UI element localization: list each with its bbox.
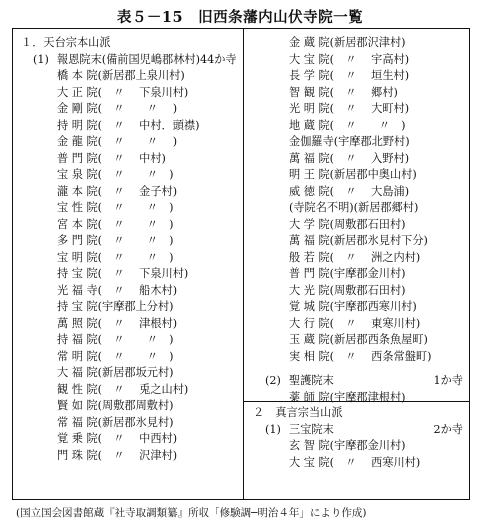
group-label: 三宝院末 — [289, 422, 334, 436]
temple-entry: 持 明 院( 〃 中村．頭襟) — [57, 118, 200, 132]
temple-entry: 普 門 院( 〃 中村) — [57, 151, 166, 165]
temple-entry: 門 珠 院( 〃 沢津村) — [57, 448, 178, 462]
section-heading: １．天台宗本山派 — [21, 36, 111, 49]
temple-entry: 金 蔵 院(新居郡沢津村) — [289, 36, 406, 49]
group-number: (1) — [265, 422, 281, 436]
section-heading: ２ 真言宗当山派 — [253, 406, 343, 419]
temple-entry: 瀧 本 院( 〃 金子村) — [57, 184, 178, 198]
temple-entry: 金 剛 院( 〃 〃 ) — [57, 102, 178, 115]
temple-entry: 実 相 院( 〃 西条常盤町) — [289, 349, 432, 363]
temple-entry: 持 宝 院( 〃 下泉川村) — [57, 267, 189, 280]
temple-entry: 宝 明 院( 〃 〃 ) — [57, 250, 174, 264]
right-item-list — [253, 35, 463, 365]
temple-entry: 大 学 院(周敷郡石田村) — [289, 217, 406, 231]
group-count: 2か寺 — [433, 422, 463, 436]
temple-entry: 智 観 院( 〃 郷村) — [289, 85, 398, 99]
temple-entry: 明 王 院(新居郡中奥山村) — [289, 168, 417, 181]
page-title: 表５－15 旧西条藩内山伏寺院一覧 — [116, 9, 364, 26]
temple-entry: 大 行 院( 〃 東寒川村) — [289, 316, 421, 330]
temple-entry: 光 福 寺( 〃 船木村) — [57, 283, 178, 297]
temple-entry: (寺院名不明)(新居郡郷村) — [289, 201, 419, 214]
temple-entry: 金伽羅寺(宇摩郡北野村) — [289, 135, 410, 148]
group-heading — [21, 52, 241, 69]
right-lower-item-list — [253, 438, 463, 471]
temple-entry: 常 福 院(新居郡氷見村) — [57, 415, 174, 429]
right-lower-column — [253, 405, 463, 471]
right-column — [253, 35, 463, 406]
group-number: (2) — [265, 374, 281, 387]
temple-entry: 般 若 院( 〃 洲之内村) — [289, 250, 421, 264]
temple-entry: 持 宝 院(宇摩郡上分村) — [57, 300, 174, 313]
temple-entry: 萬 照 院( 〃 津根村) — [57, 316, 178, 330]
temple-entry: 宝 泉 院( 〃 〃 ) — [57, 168, 174, 181]
temple-entry: 常 明 院( 〃 〃 ) — [57, 349, 174, 363]
temple-entry: 金 龍 院( 〃 〃 ) — [57, 135, 178, 148]
temple-entry: 大 光 院(周敷郡石田村) — [289, 283, 406, 297]
group-heading — [253, 373, 463, 390]
temple-entry: 光 明 院( 〃 大町村) — [289, 102, 410, 115]
right-group2-list — [253, 390, 463, 407]
temple-entry: 覚 城 院(宇摩郡西寒川村) — [289, 300, 417, 313]
column-divider — [243, 29, 244, 499]
temple-entry: 普 門 院(宇摩郡金川村) — [289, 267, 406, 280]
group-label: 報恩院末(備前国児嶋郡林村)44か寺 — [57, 52, 237, 66]
temple-entry: 宝 性 院( 〃 〃 ) — [57, 201, 174, 214]
temple-entry: 覚 乗 院( 〃 中西村) — [57, 432, 178, 445]
temple-entry: 萬 福 院( 〃 入野村) — [289, 151, 410, 165]
group-label: 聖護院末 — [289, 374, 334, 387]
temple-entry: 威 徳 院( 〃 大島浦) — [289, 184, 410, 198]
temple-entry: 玉 蔵 院(新居郡西条魚屋町) — [289, 333, 428, 346]
spacer — [253, 365, 463, 373]
temple-entry: 多 門 院( 〃 〃 ) — [57, 234, 174, 247]
source-caption: (国立国会図書館蔵『社寺取調類纂』所収「修験調─明治４年」により作成) — [16, 507, 367, 519]
group-heading — [253, 422, 463, 439]
temple-entry: 長 学 院( 〃 垣生村) — [289, 69, 410, 82]
left-column — [21, 35, 241, 464]
temple-entry: 薬 師 院(宇摩郡津根村) — [289, 390, 406, 404]
temple-entry: 賢 如 院(周敷郡周敷村) — [57, 399, 174, 412]
temple-entry: 大 宝 院( 〃 西寒川村) — [289, 455, 421, 469]
group-number: (1) — [33, 52, 49, 66]
temple-entry: 玄 智 院(宇摩郡金川村) — [289, 439, 406, 452]
temple-entry: 大 正 院( 〃 下泉川村) — [57, 85, 189, 99]
temple-entry: 萬 福 院(新居郡氷見村下分) — [289, 234, 428, 247]
temple-entry: 観 性 院( 〃 兎之山村) — [57, 382, 189, 396]
temple-entry: 大 宝 院( 〃 宇高村) — [289, 52, 410, 66]
left-item-list — [21, 68, 241, 464]
temple-entry: 橋 本 院(新居郡上泉川村) — [57, 69, 185, 82]
table-frame — [12, 28, 470, 500]
temple-entry: 大 福 院(新居郡坂元村) — [57, 366, 174, 379]
temple-entry: 持 福 院( 〃 〃 ) — [57, 333, 174, 346]
group-count: 1か寺 — [433, 374, 463, 387]
temple-entry: 地 蔵 院( 〃 〃 ) — [289, 118, 406, 132]
temple-entry: 宮 本 院( 〃 〃 ) — [57, 217, 174, 231]
